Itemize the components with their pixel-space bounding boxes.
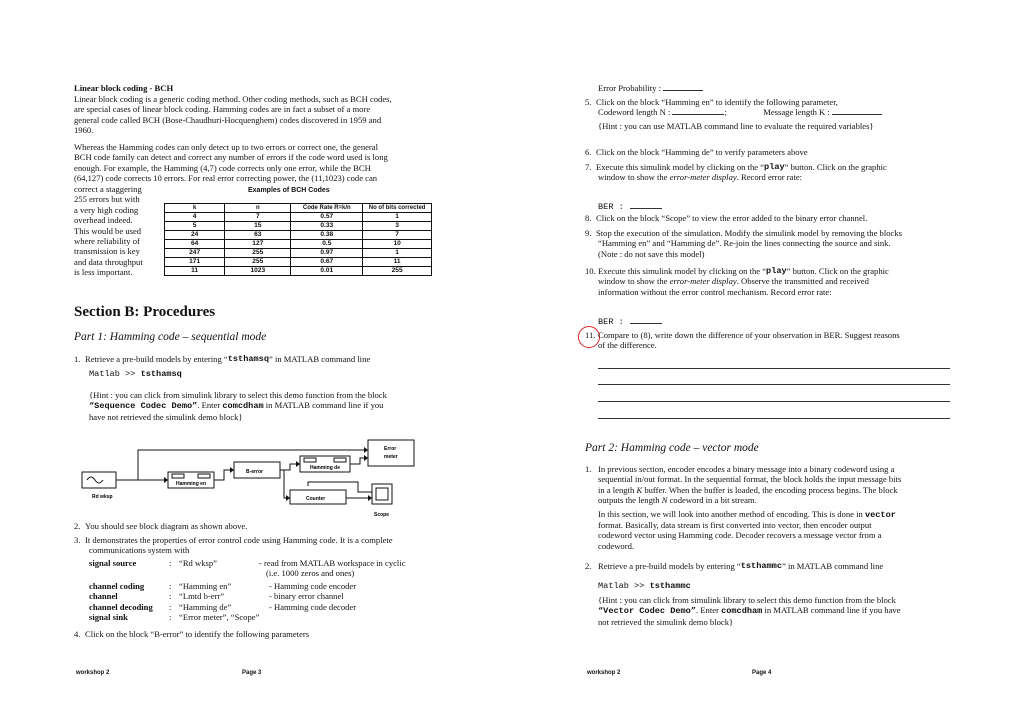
error-probability-blank xyxy=(663,83,703,91)
answer-line xyxy=(598,384,950,385)
codeword-length-blank xyxy=(672,107,724,115)
step-9: 9. Stop the execution of the simulation. Modify the simulink model by removing the blocks “Hamming en” and “Hamming de”. Re-join the lines connecting the source and sink. (Note : do not save this model) xyxy=(585,228,902,259)
part2-step-2: 2. Retrieve a pre-build models by entering “ tsthammc ” in MATLAB command line Matlab >> tsthammc {Hint : you can click from simulink library to select this demo function from the block “Vector Codec Demo”. Enter comcdham in MATLAB command line if you have not retrieved the simulink demo block} xyxy=(585,561,901,627)
step-2: 2. You should see block diagram as shown above. xyxy=(74,521,248,531)
bch-intro: Linear block coding is a generic coding method. Other coding methods, such as BCH codes, are special cases of linear block coding. Hamming codes are in fact a subset of a more general code called BCH (Bose-Chaudhuri-Hocquenghem) codes discovered in 1959 and 1960. xyxy=(74,94,392,136)
bch-heading: Linear block coding - BCH xyxy=(74,83,174,93)
list-item: signal source : “Rd wksp” - read from MATLAB workspace in cyclic xyxy=(89,558,406,568)
list-item: channel coding : “Hamming en” - Hamming code encoder xyxy=(89,580,357,591)
step-11: 11. Compare to (8), write down the difference of your observation in BER. Suggest reasons of the difference. xyxy=(585,330,900,351)
matlab-command: tsthammc xyxy=(649,581,691,592)
step-5: 5. Click on the block “Hamming en” to identify the following parameter, Codeword length N : ; Message length K : {Hint : you can use MATLAB command line to evaluate the required variables} xyxy=(585,97,945,131)
ber-record-2: BER : xyxy=(598,316,662,327)
part2-step-1: 1. In previous section, encoder encodes a binary message into a binary codeword using a sequential in/out format. In the sequential format, the block holds the input message bits in a length K buffer. When the buffer is loaded, the encoding process begins. The block outputs the length N codeword in a bit stream. In this section, we will look into another method of encoding. This is done in vector format. Basically, data stream is first converted into vector, then encoder output codeword vector using Hamming code. Decoder recovers a message vector from a codeword. xyxy=(585,464,902,551)
part2-title: Part 2: Hamming code – vector mode xyxy=(585,442,759,454)
footer-left-workshop: workshop 2 xyxy=(76,670,110,676)
bch-col-corrected: No of bits corrected xyxy=(363,204,432,213)
step-7: 7. Execute this simulink model by clicking on the “ play ” button. Click on the graphic window to show the error-meter display. Record error rate: xyxy=(585,162,887,183)
answer-line xyxy=(598,401,950,402)
decoder-label: Hamming de xyxy=(310,465,341,471)
bch-col-rate: Code Rate R=k/n xyxy=(291,204,363,213)
step-3: 3. It demonstrates the properties of error control code using Hamming code. It is a complete communications system with xyxy=(74,535,393,556)
bch-wrap-text: correct a staggering 255 errors but with a very high coding overhead indeed. This would be used where reliability of transmission is key and data throughput is less important. xyxy=(74,184,143,278)
error-probability: Error Probability : xyxy=(598,83,703,93)
scope-block xyxy=(372,484,392,504)
table-row: 64 127 0.5 10 xyxy=(165,240,432,249)
bch-para2: Whereas the Hamming codes can only detect up to two errors or correct one, the general BCH code family can detect and correct any number of errors if the code word used is long enough. For example, the Hamming (4,7) code corrects only one error, while the BCH (64,127) code corrects 10 errors. For real error correcting power, the (11,1023) code can xyxy=(74,142,388,184)
bch-table-caption: Examples of BCH Codes xyxy=(248,187,330,194)
simulink-diagram xyxy=(78,436,438,524)
ber-record-1: BER : xyxy=(598,201,662,212)
bch-table-header xyxy=(165,204,432,213)
ber-blank-1 xyxy=(630,201,662,209)
table-row: 5 15 0.33 3 xyxy=(165,222,432,231)
matlab-command: tsthamsq xyxy=(140,369,182,380)
system-components xyxy=(89,558,469,622)
table-row: 11 1023 0.01 255 xyxy=(165,267,432,276)
list-item: (i.e. 1000 zeros and ones) xyxy=(266,568,355,579)
table-row: 24 63 0.38 7 xyxy=(165,231,432,240)
step-1: 1. Retrieve a pre-build models by entering “ tsthamsq ” in MATLAB command line Matlab >> tsthamsq {Hint : you can click from simulink library to select this demo function from the block “Sequence Codec Demo”. Enter comcdham in MATLAB command line if you have not retrieved the simulink demo block} xyxy=(74,354,387,422)
step-4: 4. Click on the block “B-error” to identify the following parameters xyxy=(74,629,310,639)
step-6: 6. Click on the block “Hamming de” to verify parameters above xyxy=(585,147,808,157)
scope-label: Scope xyxy=(374,512,390,518)
counter-label: Counter xyxy=(306,496,326,502)
ber-blank-2 xyxy=(630,316,662,324)
list-item: channel : “Lmtd b-err” - binary error channel xyxy=(89,591,344,602)
step-10: 10. Execute this simulink model by clicking on the “ play ” button. Click on the graphic window to show the error-meter display. Observe the transmitted and received information without the error control mechanism. Record error rate: xyxy=(585,266,889,297)
footer-right-workshop: workshop 2 xyxy=(587,670,621,676)
error-meter-block xyxy=(368,440,414,466)
message-length-blank xyxy=(832,107,882,115)
bch-col-k: k xyxy=(165,204,225,213)
step-8: 8. Click on the block “Scope” to view the error added to the binary error channel. xyxy=(585,213,868,223)
list-item: signal sink : “Error meter”, “Scope” xyxy=(89,612,260,623)
footer-right-page: Page 4 xyxy=(752,670,772,676)
footer-left-page: Page 3 xyxy=(242,670,262,676)
section-title: Section B: Procedures xyxy=(74,304,216,320)
bch-col-n: n xyxy=(225,204,291,213)
list-item: channel decoding : “Hamming de” - Hamming code decoder xyxy=(89,601,357,612)
answer-line xyxy=(598,368,950,369)
source-label: Rd wksp xyxy=(92,494,113,500)
part1-title: Part 1: Hamming code – sequential mode xyxy=(74,331,267,343)
meter-label-2: meter xyxy=(384,454,398,460)
bch-table xyxy=(164,203,432,276)
encoder-label: Hamming en xyxy=(176,481,207,487)
table-row: 171 255 0.67 11 xyxy=(165,258,432,267)
table-row: 247 255 0.97 1 xyxy=(165,249,432,258)
table-row: 4 7 0.57 1 xyxy=(165,213,432,222)
meter-label-1: Error xyxy=(384,446,397,452)
channel-label: B-error xyxy=(246,469,263,475)
answer-line xyxy=(598,418,950,419)
